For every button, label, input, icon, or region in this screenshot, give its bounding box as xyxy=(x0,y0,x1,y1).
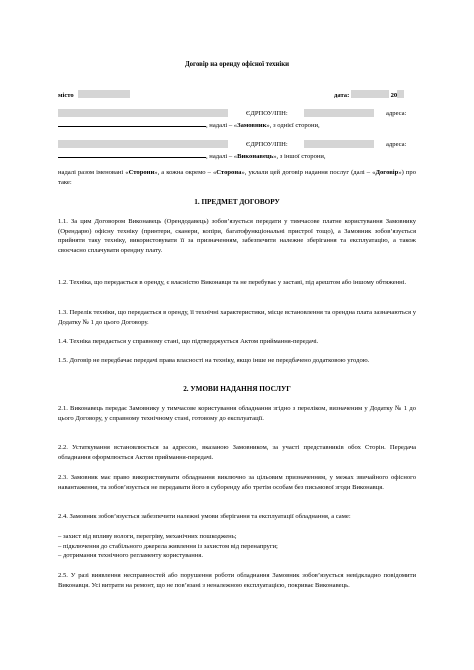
party1-line2 xyxy=(58,119,416,130)
party2-address-label: адреса: xyxy=(386,141,407,148)
party1-suffix-post: », з однієї сторони, xyxy=(266,122,320,129)
clause-1-2: 1.2. Техніка, що передається в оренду, є власністю Виконавця та не перебуває у заставі, під арештом або іншому обтяженні. xyxy=(58,279,407,286)
clause-2-4: 2.4. Замовник зобов’язується забезпечити належні умови зберігання та експлуатації обладнання, а саме: xyxy=(58,513,351,520)
clause-1-4: 1.4. Техніка передається у справному стані, що підтверджується Актом приймання-передачі. xyxy=(58,338,319,345)
section1-heading: 1. ПРЕДМЕТ ДОГОВОРУ xyxy=(194,198,280,206)
party2-name-field[interactable] xyxy=(58,140,228,148)
clause-2-2: 2.2. Устаткування встановлюється за адресою, вказаною Замовником, за участі представників обох Сторін. Передача обладнання оформлюється Актом приймання-передачі. xyxy=(58,444,416,461)
year-field[interactable] xyxy=(397,90,404,98)
party2-address-field[interactable] xyxy=(58,150,206,158)
intro-text-4: ») про таке: xyxy=(58,169,416,186)
party1-suffix-pre: , надалі – « xyxy=(206,122,238,129)
list-item: – підключення до стабільного джерела живлення із захистом від перенапруги; xyxy=(58,542,278,550)
clause-1-1: 1.1. За цим Договором Виконавець (Орендодавець) зобов’язується передати у тимчасове платне користування Замовнику (Орендарю) офісну техніку (принтери, сканери, копіри, багатофункціональні пристрої тощо), а Замовник зобов’язується прийняти таку техніку, використовувати її за призначенням, забезпечити належне зберігання та експлуатацію, а також своєчасно сплачувати орендну плату. xyxy=(58,218,416,254)
intro-bold-3: Договір xyxy=(375,169,399,176)
intro-text-1: надалі разом іменовані « xyxy=(58,169,129,176)
intro-text-3: », уклали цей договір надання послуг (далі – « xyxy=(241,169,376,176)
party2-role: Виконавець xyxy=(237,153,274,160)
document-title: Договір на оренду офісної техніки xyxy=(184,61,290,68)
party2-edrpou-label: ЄДРПОУ/ІПН: xyxy=(246,141,288,148)
party2-line1 xyxy=(58,140,416,150)
party1-role: Замовник xyxy=(237,122,267,129)
clause-1-5: 1.5. Договір не передбачає передачі права власності на техніку, якщо інше не передбачено додатковою угодою. xyxy=(58,357,370,364)
list-item: – захист від впливу вологи, перегріву, механічних пошкоджень; xyxy=(58,533,237,540)
clause-2-3: 2.3. Замовник має право використовувати обладнання виключно за цільовим призначенням, у межах звичайного офісного навантаження, та зобов’язується не передавати його в суборенду або третім особам без письмової згоди Виконавця. xyxy=(58,474,416,491)
intro-bold-2: Сторона xyxy=(216,169,242,176)
list-item: – дотримання технічного регламенту користування. xyxy=(58,552,203,560)
party1-line1 xyxy=(58,109,416,119)
party1-edrpou-field[interactable] xyxy=(304,109,374,117)
party2-suffix-pre: , надалі – « xyxy=(206,153,238,160)
party1-name-field[interactable] xyxy=(58,109,228,117)
clause-2-4-list xyxy=(58,532,416,561)
party1-edrpou-label: ЄДРПОУ/ІПН: xyxy=(246,110,288,117)
date-field[interactable] xyxy=(351,90,389,98)
party2-line2 xyxy=(58,150,416,161)
city-label: місто xyxy=(58,92,74,99)
intro-text-2: », а кожна окремо – « xyxy=(154,169,217,176)
party2-edrpou-field[interactable] xyxy=(304,140,374,148)
intro-bold-1: Сторони xyxy=(128,169,155,176)
clause-2-1: 2.1. Виконавець передає Замовнику у тимчасове користування обладнання згідно з переліком, визначеним у Додатку № 1 до цього Договору, у справному технічному стані, готовому до експлуатації. xyxy=(58,405,416,422)
date-label: дата: xyxy=(334,92,350,99)
section2-heading: 2. УМОВИ НАДАННЯ ПОСЛУГ xyxy=(183,385,291,393)
party2-suffix-post: », з іншої сторони, xyxy=(273,153,326,160)
clause-1-3: 1.3. Перелік техніки, що передається в оренду, її технічні характеристики, місце встановлення та орендна плата зазначаються у Додатку № 1 до цього Договору. xyxy=(58,309,416,326)
clause-2-5: 2.5. У разі виявлення несправностей або порушення роботи обладнання Замовник зобов’язується невідкладно повідомити Виконавця. Усі витрати на ремонт, що не пов’язані з неналежною експлуатацією, покриває Виконавець. xyxy=(58,572,416,589)
city-date-row xyxy=(58,90,416,100)
city-field[interactable] xyxy=(78,90,130,98)
party1-address-field[interactable] xyxy=(58,119,206,127)
party1-address-label: адреса: xyxy=(386,110,407,117)
date-group xyxy=(334,90,404,100)
year-prefix: 20 xyxy=(390,92,398,99)
intro-paragraph xyxy=(58,168,416,187)
